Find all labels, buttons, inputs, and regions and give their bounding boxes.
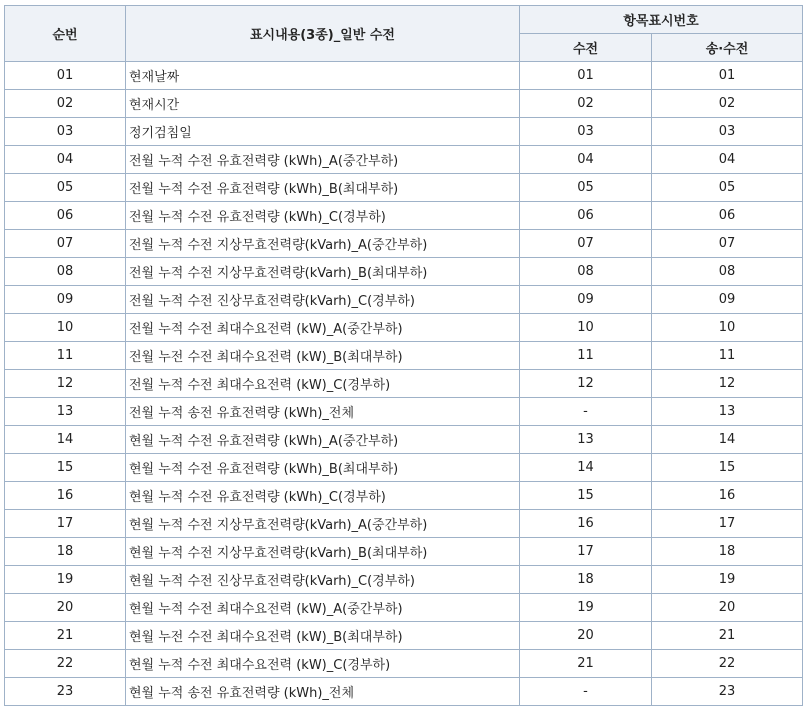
cell-receive: 20 — [520, 622, 652, 650]
cell-seq: 23 — [5, 678, 126, 706]
cell-seq: 15 — [5, 454, 126, 482]
cell-content: 현월 누적 수전 최대수요전력 (kW)_A(중간부하) — [126, 594, 520, 622]
cell-send-receive: 16 — [652, 482, 803, 510]
cell-seq: 11 — [5, 342, 126, 370]
cell-seq: 10 — [5, 314, 126, 342]
cell-content: 정기검침일 — [126, 118, 520, 146]
table-row — [5, 398, 803, 426]
cell-seq: 03 — [5, 118, 126, 146]
cell-seq: 18 — [5, 538, 126, 566]
table-row — [5, 594, 803, 622]
cell-seq: 20 — [5, 594, 126, 622]
cell-content: 현월 누적 수전 지상무효전력량(kVarh)_A(중간부하) — [126, 510, 520, 538]
cell-content: 현재시간 — [126, 90, 520, 118]
cell-content: 현월 누적 수전 유효전력량 (kWh)_B(최대부하) — [126, 454, 520, 482]
cell-receive: - — [520, 678, 652, 706]
table-header — [5, 6, 803, 62]
cell-content: 전월 누적 수전 지상무효전력량(kVarh)_A(중간부하) — [126, 230, 520, 258]
cell-content: 전월 누적 수전 유효전력량 (kWh)_B(최대부하) — [126, 174, 520, 202]
cell-receive: 04 — [520, 146, 652, 174]
cell-receive: 15 — [520, 482, 652, 510]
table-row — [5, 62, 803, 90]
table-row — [5, 146, 803, 174]
table-row — [5, 678, 803, 706]
cell-content: 현재날짜 — [126, 62, 520, 90]
cell-receive: 21 — [520, 650, 652, 678]
table-row — [5, 258, 803, 286]
table-row — [5, 118, 803, 146]
cell-send-receive: 22 — [652, 650, 803, 678]
table-row — [5, 482, 803, 510]
cell-seq: 14 — [5, 426, 126, 454]
cell-send-receive: 21 — [652, 622, 803, 650]
cell-content: 전월 누적 수전 지상무효전력량(kVarh)_B(최대부하) — [126, 258, 520, 286]
cell-content: 전월 누적 수전 유효전력량 (kWh)_C(경부하) — [126, 202, 520, 230]
table-row — [5, 510, 803, 538]
cell-content: 현월 누적 수전 지상무효전력량(kVarh)_B(최대부하) — [126, 538, 520, 566]
cell-seq: 01 — [5, 62, 126, 90]
cell-content: 전월 누적 수전 진상무효전력량(kVarh)_C(경부하) — [126, 286, 520, 314]
cell-receive: 11 — [520, 342, 652, 370]
table-row — [5, 230, 803, 258]
cell-send-receive: 01 — [652, 62, 803, 90]
cell-send-receive: 03 — [652, 118, 803, 146]
cell-seq: 09 — [5, 286, 126, 314]
header-receive: 수전 — [520, 34, 652, 62]
cell-receive: 14 — [520, 454, 652, 482]
cell-receive: 17 — [520, 538, 652, 566]
table-row — [5, 370, 803, 398]
table-row — [5, 202, 803, 230]
cell-send-receive: 08 — [652, 258, 803, 286]
cell-seq: 02 — [5, 90, 126, 118]
cell-seq: 16 — [5, 482, 126, 510]
cell-content: 전월 누전 수전 최대수요전력 (kW)_B(최대부하) — [126, 342, 520, 370]
cell-receive: 13 — [520, 426, 652, 454]
cell-seq: 19 — [5, 566, 126, 594]
cell-content: 현월 누적 수전 유효전력량 (kWh)_A(중간부하) — [126, 426, 520, 454]
cell-seq: 17 — [5, 510, 126, 538]
cell-send-receive: 17 — [652, 510, 803, 538]
cell-send-receive: 23 — [652, 678, 803, 706]
table-body — [5, 62, 803, 706]
cell-send-receive: 20 — [652, 594, 803, 622]
cell-seq: 12 — [5, 370, 126, 398]
cell-seq: 21 — [5, 622, 126, 650]
cell-send-receive: 02 — [652, 90, 803, 118]
cell-content: 전월 누적 수전 최대수요전력 (kW)_A(중간부하) — [126, 314, 520, 342]
cell-seq: 13 — [5, 398, 126, 426]
cell-send-receive: 15 — [652, 454, 803, 482]
header-item-number-group: 항목표시번호 — [520, 6, 803, 34]
cell-receive: - — [520, 398, 652, 426]
cell-send-receive: 09 — [652, 286, 803, 314]
cell-send-receive: 13 — [652, 398, 803, 426]
cell-send-receive: 18 — [652, 538, 803, 566]
cell-send-receive: 06 — [652, 202, 803, 230]
cell-content: 현월 누적 송전 유효전력량 (kWh)_전체 — [126, 678, 520, 706]
cell-receive: 02 — [520, 90, 652, 118]
cell-receive: 01 — [520, 62, 652, 90]
cell-receive: 09 — [520, 286, 652, 314]
table-row — [5, 342, 803, 370]
cell-send-receive: 04 — [652, 146, 803, 174]
cell-receive: 08 — [520, 258, 652, 286]
cell-receive: 07 — [520, 230, 652, 258]
cell-seq: 06 — [5, 202, 126, 230]
cell-content: 현월 누적 수전 진상무효전력량(kVarh)_C(경부하) — [126, 566, 520, 594]
cell-seq: 05 — [5, 174, 126, 202]
cell-receive: 06 — [520, 202, 652, 230]
cell-content: 전월 누적 수전 유효전력량 (kWh)_A(중간부하) — [126, 146, 520, 174]
table-row — [5, 90, 803, 118]
header-seq: 순번 — [5, 6, 126, 62]
cell-content: 현월 누적 수전 유효전력량 (kWh)_C(경부하) — [126, 482, 520, 510]
cell-send-receive: 05 — [652, 174, 803, 202]
cell-send-receive: 11 — [652, 342, 803, 370]
cell-send-receive: 07 — [652, 230, 803, 258]
cell-send-receive: 14 — [652, 426, 803, 454]
table-row — [5, 426, 803, 454]
cell-receive: 16 — [520, 510, 652, 538]
display-items-table — [4, 5, 803, 706]
table-row — [5, 566, 803, 594]
table-row — [5, 286, 803, 314]
cell-receive: 18 — [520, 566, 652, 594]
table-row — [5, 454, 803, 482]
header-content: 표시내용(3종)_일반 수전 — [126, 6, 520, 62]
cell-receive: 10 — [520, 314, 652, 342]
cell-content: 전월 누적 송전 유효전력량 (kWh)_전체 — [126, 398, 520, 426]
cell-receive: 05 — [520, 174, 652, 202]
table-row — [5, 622, 803, 650]
cell-send-receive: 19 — [652, 566, 803, 594]
cell-seq: 04 — [5, 146, 126, 174]
cell-content: 전월 누적 수전 최대수요전력 (kW)_C(경부하) — [126, 370, 520, 398]
cell-send-receive: 12 — [652, 370, 803, 398]
table-row — [5, 538, 803, 566]
cell-send-receive: 10 — [652, 314, 803, 342]
cell-receive: 12 — [520, 370, 652, 398]
table-row — [5, 650, 803, 678]
cell-seq: 22 — [5, 650, 126, 678]
table-row — [5, 314, 803, 342]
cell-content: 현월 누적 수전 최대수요전력 (kW)_C(경부하) — [126, 650, 520, 678]
cell-seq: 07 — [5, 230, 126, 258]
cell-receive: 19 — [520, 594, 652, 622]
cell-seq: 08 — [5, 258, 126, 286]
cell-content: 현월 누전 수전 최대수요전력 (kW)_B(최대부하) — [126, 622, 520, 650]
cell-receive: 03 — [520, 118, 652, 146]
table-row — [5, 174, 803, 202]
header-send-receive: 송·수전 — [652, 34, 803, 62]
